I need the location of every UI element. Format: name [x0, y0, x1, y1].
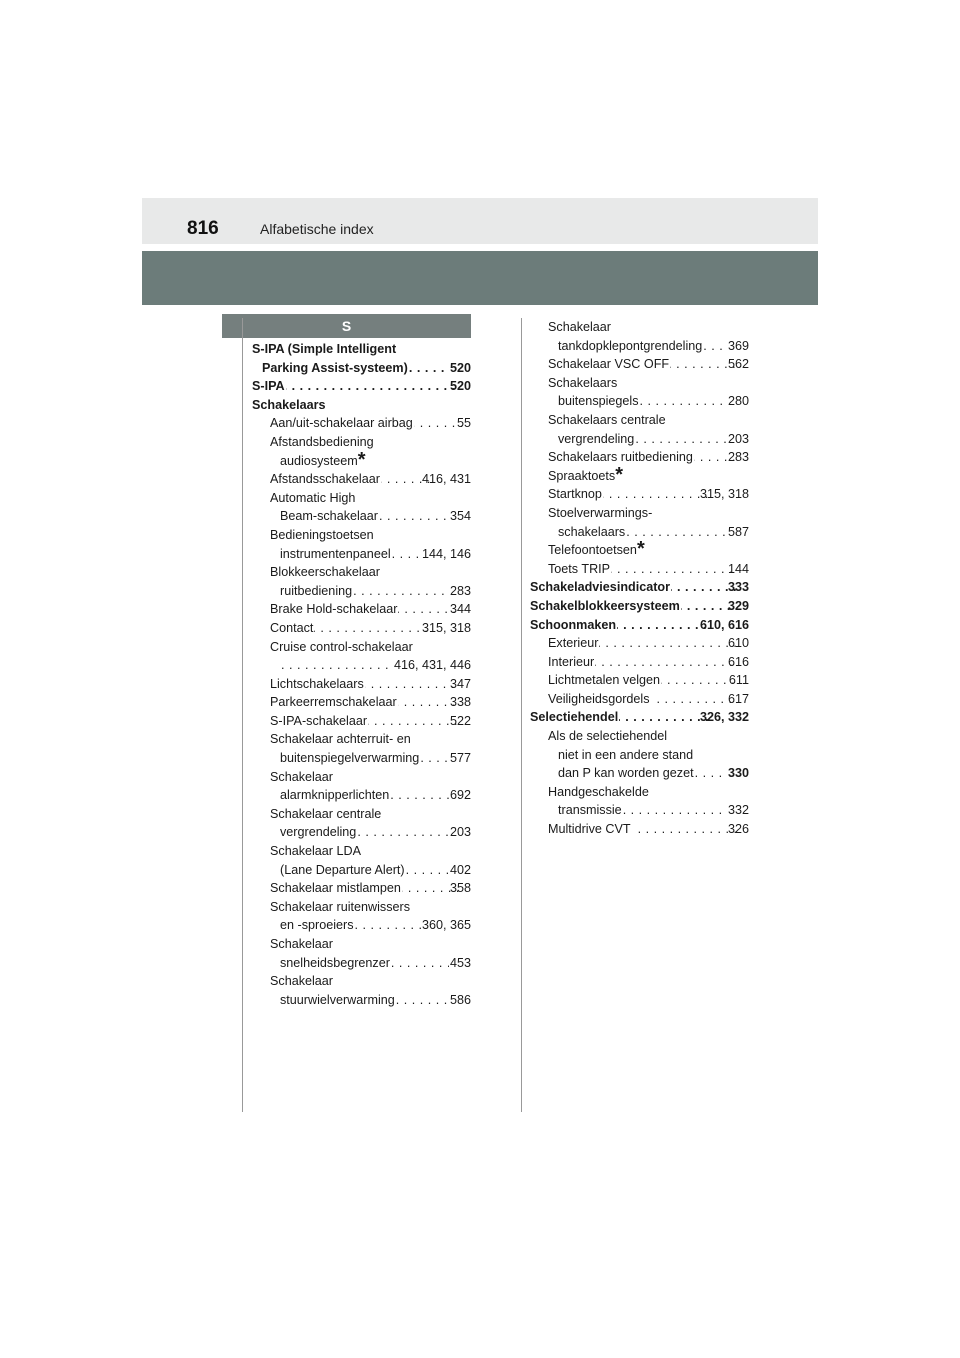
index-entry-line [270, 879, 471, 898]
dot-leader [595, 653, 737, 672]
index-entry-line [270, 712, 471, 731]
dot-leader [365, 675, 459, 694]
page-reference: 280 [727, 394, 749, 409]
page-reference: 562 [727, 357, 749, 372]
page-reference: 610 [727, 636, 749, 651]
index-entry-text: Contact [270, 620, 314, 635]
index-entry-text: Schakelaar ruitenwissers [270, 899, 410, 914]
index-entry-text: Toets TRIP [548, 561, 611, 576]
index-entry-line [280, 507, 471, 526]
index-entry-line [548, 653, 749, 672]
index-entry [530, 634, 749, 653]
index-entry-text: Bedieningstoetsen [270, 527, 374, 542]
index-entry-text: Schakelaar [270, 769, 334, 784]
index-entry [530, 578, 749, 597]
index-entry-line [270, 470, 471, 489]
index-entry-text: S-IPA (Simple Intelligent [252, 342, 397, 356]
section-band [142, 251, 818, 305]
index-entry-line [530, 578, 749, 597]
page-reference: 315, 318 [699, 487, 749, 502]
page-reference: 144 [727, 561, 749, 576]
index-entry [252, 396, 471, 415]
index-entry-line [530, 708, 749, 727]
index-entry-text: Schakelblokkeersysteem [530, 598, 680, 613]
index-entry-line [280, 954, 471, 973]
index-entry [252, 768, 471, 805]
index-entry-text: Multidrive CVT [548, 822, 631, 837]
index-entry-text: Als de selectiehendel [548, 729, 668, 744]
index-entry [252, 563, 471, 600]
index-entry-text: Parking Assist-systeem) [262, 360, 408, 375]
index-entry-text: schakelaars [558, 524, 626, 539]
page-reference: 692 [449, 788, 471, 803]
column-rule-left [242, 318, 243, 1112]
page-reference: 416, 431, 446 [393, 658, 471, 673]
footnote-asterisk: * [615, 463, 624, 486]
index-entry-line [280, 991, 471, 1010]
dot-leader [409, 359, 449, 378]
index-entry-line [548, 355, 749, 374]
index-entry-text: Schakelaar VSC OFF [548, 357, 670, 372]
index-entry-text: alarmknipperlichten [280, 788, 390, 803]
index-entry-text: Interieur [548, 654, 595, 669]
index-entry [252, 712, 471, 731]
index-entry-text: en -sproeiers [280, 918, 354, 933]
index-entry-text: Telefoontoetsen* [548, 538, 645, 561]
page-reference: 330 [727, 766, 749, 781]
dot-leader [703, 337, 727, 356]
page-reference: 326 [727, 822, 749, 837]
index-entry [252, 879, 471, 898]
index-entry [252, 693, 471, 712]
footnote-asterisk: * [636, 538, 645, 561]
index-entry [530, 727, 749, 783]
index-entry [252, 935, 471, 972]
dot-leader [635, 430, 727, 449]
index-entry [530, 560, 749, 579]
dot-leader [390, 786, 449, 805]
index-entry-text: S-IPA [252, 379, 285, 394]
dot-leader [379, 507, 449, 526]
index-entry-text: vergrendeling [280, 825, 357, 840]
index-entry [530, 597, 749, 616]
page-reference: 55 [456, 416, 471, 431]
page-reference: 360, 365 [421, 918, 471, 933]
dot-leader [420, 749, 449, 768]
dot-leader [695, 764, 727, 783]
dot-leader [599, 634, 737, 653]
index-entry-text: audiosysteem* [280, 448, 366, 471]
dot-leader [396, 991, 449, 1010]
dot-leader [314, 619, 431, 638]
index-entry-text: Brake Hold-schakelaar [270, 602, 398, 617]
page-reference: 338 [449, 695, 471, 710]
index-entry-text: vergrendeling [558, 431, 635, 446]
page-reference: 522 [449, 713, 471, 728]
dot-leader [623, 801, 727, 820]
index-entry-text: Schakelaars [548, 375, 618, 390]
index-column-right [530, 318, 749, 839]
index-entry [530, 653, 749, 672]
index-entry-text: Schakelaars [252, 397, 326, 412]
index-entry-text: Startknop [548, 487, 602, 502]
index-entry [252, 526, 471, 563]
page-reference: 520 [449, 360, 471, 375]
index-entry [530, 463, 749, 486]
dot-leader [651, 690, 737, 709]
index-entry-text: Automatic High [270, 490, 356, 505]
index-entry [252, 619, 471, 638]
index-entry-text: Cruise control-schakelaar [270, 639, 413, 654]
index-entry-text: Handgeschakelde [548, 784, 649, 799]
index-entry [530, 783, 749, 820]
index-entry-line [548, 634, 749, 653]
page-reference: 354 [449, 509, 471, 524]
index-entry [530, 671, 749, 690]
index-entry-text: transmissie [558, 803, 622, 818]
page-reference: 369 [727, 338, 749, 353]
index-entry [252, 898, 471, 935]
index-entry-line [280, 656, 471, 675]
index-entry-text: buitenspiegels [558, 394, 639, 409]
index-entry-line [530, 597, 749, 616]
index-entry-text: Schakelaars ruitbediening [548, 450, 693, 465]
index-entry-line [558, 523, 749, 542]
index-entry-text: Schakelaar mistlampen [270, 881, 401, 896]
column-rule-right [521, 318, 522, 1112]
page-reference: 402 [449, 862, 471, 877]
index-entry-text: Schoonmaken [530, 617, 617, 632]
page-reference: 617 [727, 691, 749, 706]
dot-leader [392, 545, 421, 564]
index-entry [252, 805, 471, 842]
index-entry-text: Aan/uit-schakelaar airbag [270, 416, 413, 431]
index-entry-line [280, 823, 471, 842]
index-entry-line [558, 430, 749, 449]
index-entry-text: Lichtmetalen velgen [548, 673, 661, 688]
page-reference: 611 [728, 673, 749, 688]
index-letter-heading: S [222, 314, 471, 338]
index-entry-line [548, 485, 749, 504]
index-entry [252, 470, 471, 489]
index-entry-text: snelheidsbegrenzer [280, 955, 390, 970]
index-entry-text: Parkeerremschakelaar [270, 695, 397, 710]
index-entry-text: niet in een andere stand [558, 747, 694, 762]
index-entry [252, 489, 471, 526]
dot-leader [391, 954, 449, 973]
index-entry [530, 690, 749, 709]
dot-leader [286, 377, 459, 396]
index-entry-line [558, 801, 749, 820]
index-entry-text: Schakelaar achterruit- en [270, 732, 411, 747]
index-entry [530, 538, 749, 561]
index-entry [252, 414, 471, 433]
page-reference: 577 [449, 751, 471, 766]
page-title: Alfabetische index [260, 221, 374, 237]
page-reference: 333 [727, 580, 749, 595]
dot-leader [611, 560, 737, 579]
index-entry-text: Selectiehendel [530, 710, 619, 725]
index-entry-text: Schakelaar [270, 937, 334, 951]
index-entry-line [548, 671, 749, 690]
index-entry [252, 600, 471, 619]
index-column-left [252, 340, 471, 1009]
index-entry-text: (Lane Departure Alert) [280, 862, 405, 877]
index-entry [252, 377, 471, 396]
index-entry [252, 340, 471, 377]
page-number: 816 [187, 218, 219, 239]
index-entry-line [558, 337, 749, 356]
index-entry-line [280, 582, 471, 601]
page-reference: 332 [727, 803, 749, 818]
page-reference: 520 [449, 379, 471, 394]
dot-leader [670, 355, 737, 374]
index-entry-text: Afstandsbediening [270, 434, 374, 449]
index-entry-text: ruitbediening [280, 583, 353, 598]
index-entry-line [280, 786, 471, 805]
index-entry [530, 411, 749, 448]
index-entry-text: Beam-schakelaar [280, 509, 378, 524]
index-entry-line [280, 916, 471, 935]
page-reference: 586 [449, 992, 471, 1007]
index-entry-line [280, 861, 471, 880]
index-entry-text: S-IPA-schakelaar [270, 713, 368, 728]
index-entry [530, 374, 749, 411]
index-entry-text: Lichtschakelaars [270, 676, 364, 691]
index-entry-line [280, 749, 471, 768]
page-reference: 203 [727, 431, 749, 446]
page-reference: 344 [449, 602, 471, 617]
dot-leader [406, 861, 449, 880]
index-entry-line [548, 820, 749, 839]
page-reference: 329 [727, 598, 749, 613]
page-reference: 326, 332 [699, 710, 749, 725]
index-entry [252, 842, 471, 879]
index-entry [530, 708, 749, 727]
index-entry-text: Schakelaar LDA [270, 844, 362, 859]
footnote-asterisk: * [357, 448, 366, 471]
index-entry-text: Afstandsschakelaar [270, 472, 380, 487]
index-entry-text: stuurwielverwarming [280, 992, 395, 1007]
index-entry-text: tankdopklepontgrendeling [558, 338, 703, 353]
index-entry-text: dan P kan worden gezet [558, 766, 694, 781]
index-entry-text: Schakelaar [548, 320, 612, 334]
index-entry [530, 504, 749, 541]
index-entry [530, 820, 749, 839]
dot-leader [357, 823, 449, 842]
index-entry [252, 675, 471, 694]
index-entry-text: Blokkeerschakelaar [270, 565, 380, 580]
dot-leader [353, 582, 449, 601]
index-entry [530, 355, 749, 374]
index-entry-line [270, 414, 471, 433]
dot-leader [281, 656, 393, 675]
index-entry [252, 972, 471, 1009]
dot-leader [617, 616, 709, 635]
page-reference: 203 [449, 825, 471, 840]
dot-leader [603, 485, 709, 504]
dot-leader [661, 671, 738, 690]
page-reference: 358 [449, 881, 471, 896]
page-reference: 587 [727, 524, 749, 539]
index-entry-line [252, 377, 471, 396]
page-reference: 283 [449, 583, 471, 598]
index-entry-text: Schakelaars centrale [548, 412, 666, 427]
index-entry-line [530, 616, 749, 635]
index-entry-text: instrumentenpaneel [280, 546, 391, 561]
index-entry [252, 638, 471, 675]
index-entry-text: buitenspiegelverwarming [280, 751, 420, 766]
page-reference: 453 [449, 955, 471, 970]
index-entry-text: Exterieur [548, 636, 599, 651]
index-entry-text: Schakelaar centrale [270, 806, 382, 821]
index-entry [530, 318, 749, 355]
dot-leader [619, 708, 709, 727]
dot-leader [632, 820, 737, 839]
index-entry [530, 616, 749, 635]
index-entry [252, 433, 471, 470]
page-reference: 616 [727, 654, 749, 669]
index-entry-line [558, 764, 749, 783]
page-header [142, 198, 818, 244]
index-entry [530, 448, 749, 467]
index-entry-line [270, 619, 471, 638]
index-entry-text: Schakeladviesindicator [530, 580, 670, 595]
page-reference: 416, 431 [421, 472, 471, 487]
index-entry-text: Schakelaar [270, 974, 334, 989]
index-entry-line [270, 693, 471, 712]
index-entry-line [548, 560, 749, 579]
index-entry-text: Veiligheidsgordels [548, 691, 650, 706]
page-reference: 315, 318 [421, 620, 471, 635]
index-entry-line [262, 359, 471, 378]
index-entry-line [270, 600, 471, 619]
index-entry-text: Spraaktoets* [548, 463, 624, 486]
page-reference: 144, 146 [421, 546, 471, 561]
dot-leader [368, 712, 459, 731]
dot-leader [640, 392, 727, 411]
page-reference: 610, 616 [699, 617, 749, 632]
dot-leader [355, 916, 421, 935]
index-entry-text: Stoelverwarmings- [548, 505, 653, 520]
index-entry-line [270, 675, 471, 694]
page-reference: 283 [727, 450, 749, 465]
index-entry-line [558, 392, 749, 411]
index-entry [252, 730, 471, 767]
index-entry-line [548, 448, 749, 467]
index-entry-line [548, 690, 749, 709]
index-entry-line [280, 545, 471, 564]
index-entry [530, 485, 749, 504]
page-reference: 347 [449, 676, 471, 691]
